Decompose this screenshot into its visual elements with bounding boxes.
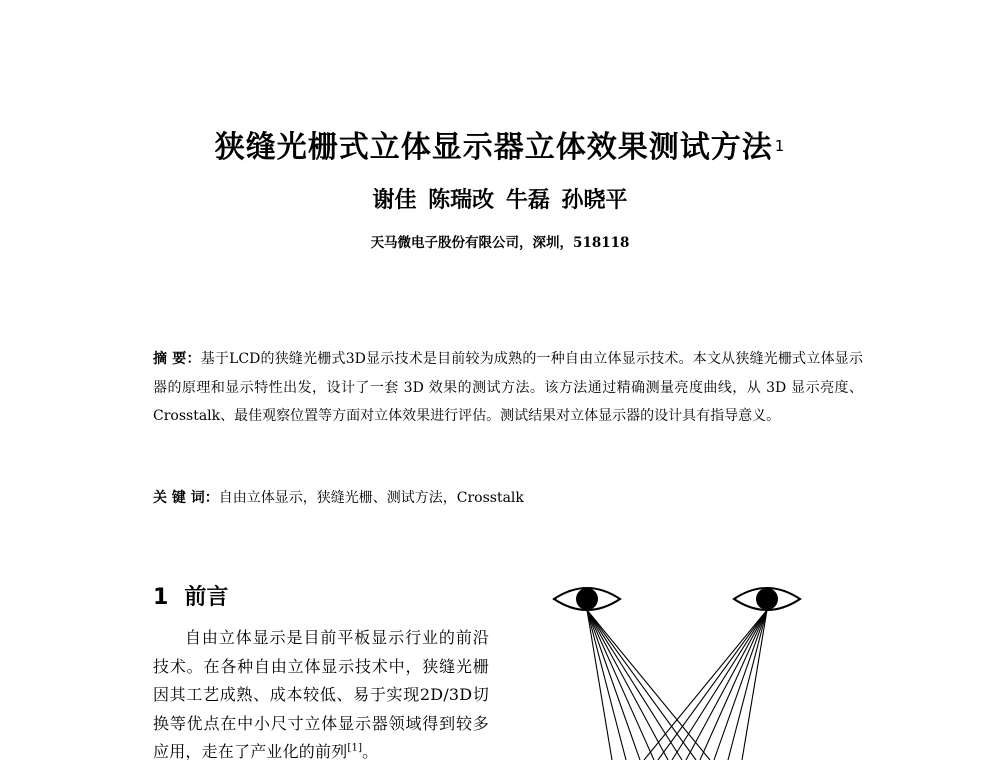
author-list: 谢佳 陈瑞改 牛磊 孙晓平	[372, 188, 628, 213]
intro-paragraph	[153, 624, 489, 760]
abstract	[153, 345, 863, 431]
intro-paragraph-end: 。	[362, 742, 379, 760]
section-heading	[153, 583, 228, 613]
paper-title	[0, 128, 1000, 168]
keywords	[153, 486, 863, 510]
abstract-text: 基于LCD的狭缝光栅式3D显示技术是目前较为成熟的一种自由立体显示技术。本文从狭缝光栅式立体显示器的原理和显示特性出发，设计了一套 3D 效果的测试方法。该方法通过精确测量亮度曲线，从 3D 显示亮度、Crosstalk、最佳观察位置等方面对立体效果进行评估。测试结果对立体显示器的设计具有指导意义。	[153, 351, 863, 424]
keywords-label: 关 键 词：	[153, 490, 219, 506]
left-eye-icon	[554, 588, 620, 610]
affiliation: 天马微电子股份有限公司，深圳，518118	[370, 235, 630, 251]
eye-ray-diagram	[540, 575, 820, 760]
section-number: 1	[153, 585, 169, 610]
right-eye-rays	[644, 610, 767, 760]
citation-mark: [1]	[347, 742, 363, 754]
abstract-label: 摘 要：	[153, 351, 201, 367]
title-footnote-mark: 1	[774, 137, 786, 155]
keywords-text: 自由立体显示，狭缝光栅、测试方法，Crosstalk	[218, 490, 524, 506]
intro-paragraph-text: 自由立体显示是目前平板显示行业的前沿技术。在各种自由立体显示技术中，狭缝光栅因其工艺成熟、成本较低、易于实现2D/3D切换等优点在中小尺寸立体显示器领域得到较多应用，走在了产业化的前列	[153, 628, 489, 760]
left-eye-rays	[587, 610, 710, 760]
section-title: 前言	[184, 585, 229, 610]
right-eye-icon	[734, 588, 800, 610]
paper-title-text: 狭缝光栅式立体显示器立体效果测试方法	[214, 130, 773, 165]
